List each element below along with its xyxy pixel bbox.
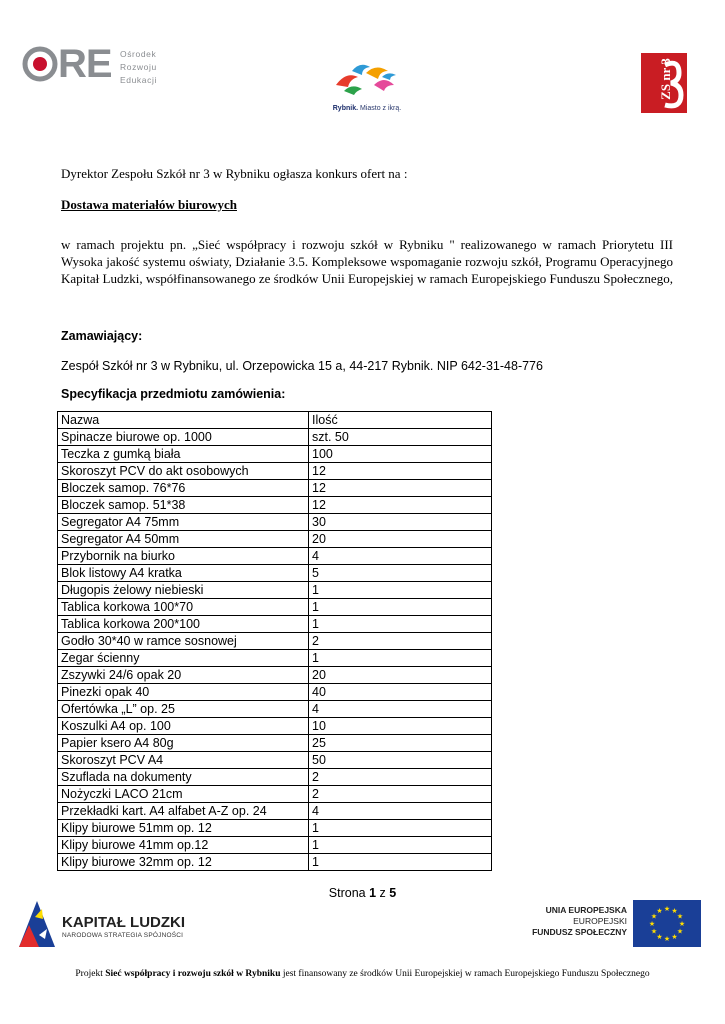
kapital-ludzki-logo <box>15 897 215 952</box>
item-name-cell: Zszywki 24/6 opak 20 <box>58 667 309 684</box>
subject-title: Dostawa materiałów biurowych <box>61 197 237 212</box>
footer-suffix: jest finansowany ze środków Unii Europejskiej w ramach Europejskiego Funduszu Społecznego <box>280 969 650 979</box>
item-name-cell: Przekładki kart. A4 alfabet A-Z op. 24 <box>58 803 309 820</box>
item-quantity-cell: 25 <box>309 735 492 752</box>
item-name-cell: Godło 30*40 w ramce sosnowej <box>58 633 309 650</box>
item-quantity-cell: 2 <box>309 786 492 803</box>
table-row <box>58 633 492 650</box>
item-name-cell: Szuflada na dokumenty <box>58 769 309 786</box>
table-row <box>58 480 492 497</box>
item-quantity-cell: 10 <box>309 718 492 735</box>
item-quantity-cell: 12 <box>309 463 492 480</box>
zs3-number-icon <box>641 53 687 113</box>
table-row <box>58 803 492 820</box>
table-row <box>58 735 492 752</box>
spec-heading: Specyfikacja przedmiotu zamówienia: <box>61 387 286 401</box>
item-name-cell: Tablica korkowa 100*70 <box>58 599 309 616</box>
ordering-text: Zespół Szkół nr 3 w Rybniku, ul. Orzepowicka 15 a, 44-217 Rybnik. NIP 642-31-48-776 <box>61 359 543 373</box>
ore-line-1: Ośrodek <box>120 49 157 59</box>
ore-letters: RE <box>58 42 112 86</box>
item-name-cell: Klipy biurowe 51mm op. 12 <box>58 820 309 837</box>
eu-stars <box>633 900 701 947</box>
table-row <box>58 769 492 786</box>
spec-table-body <box>58 412 492 871</box>
item-name-cell: Teczka z gumką biała <box>58 446 309 463</box>
item-quantity-cell: 1 <box>309 650 492 667</box>
footer-text <box>0 969 725 979</box>
item-name-cell: Segregator A4 50mm <box>58 531 309 548</box>
item-quantity-cell: 1 <box>309 582 492 599</box>
table-row <box>58 854 492 871</box>
kapital-ludzki-icon <box>15 897 59 952</box>
zs3-label: ZS nr 3 <box>657 58 673 100</box>
item-name-cell: Długopis żelowy niebieski <box>58 582 309 599</box>
zs3-logo <box>641 53 687 113</box>
page-current: 1 <box>369 886 377 900</box>
item-quantity-cell: 40 <box>309 684 492 701</box>
ore-line-3: Edukacji <box>120 75 157 85</box>
header-quantity: Ilość <box>309 412 492 429</box>
header-name: Nazwa <box>58 412 309 429</box>
item-quantity-cell: 20 <box>309 531 492 548</box>
table-row <box>58 667 492 684</box>
eu-star-icon: ★ <box>671 932 678 941</box>
item-quantity-cell: 1 <box>309 820 492 837</box>
table-row <box>58 599 492 616</box>
item-quantity-cell: 50 <box>309 752 492 769</box>
item-name-cell: Nożyczki LACO 21cm <box>58 786 309 803</box>
rybnik-fish-icon <box>322 55 412 103</box>
rybnik-slogan: Miasto z ikrą. <box>360 105 402 112</box>
table-row <box>58 718 492 735</box>
eu-line-3: FUNDUSZ SPOŁECZNY <box>532 927 627 937</box>
table-row <box>58 650 492 667</box>
item-name-cell: Spinacze biurowe op. 1000 <box>58 429 309 446</box>
item-quantity-cell: 1 <box>309 599 492 616</box>
eu-flag-icon <box>633 900 701 947</box>
item-name-cell: Papier ksero A4 80g <box>58 735 309 752</box>
eu-star-icon: ★ <box>650 912 658 921</box>
table-row <box>58 820 492 837</box>
item-quantity-cell: 4 <box>309 701 492 718</box>
item-quantity-cell: 4 <box>309 803 492 820</box>
item-quantity-cell: 5 <box>309 565 492 582</box>
eu-line-2: EUROPEJSKI <box>573 916 627 926</box>
item-name-cell: Skoroszyt PCV do akt osobowych <box>58 463 309 480</box>
item-quantity-cell: 4 <box>309 548 492 565</box>
ore-line-2: Rozwoju <box>120 62 157 72</box>
item-quantity-cell: 100 <box>309 446 492 463</box>
item-quantity-cell: 1 <box>309 837 492 854</box>
table-row <box>58 786 492 803</box>
item-quantity-cell: 30 <box>309 514 492 531</box>
page-middle: z <box>376 886 390 900</box>
item-quantity-cell: szt. 50 <box>309 429 492 446</box>
table-row <box>58 548 492 565</box>
table-row <box>58 616 492 633</box>
page-total: 5 <box>389 886 397 900</box>
ore-logo <box>22 44 172 96</box>
kapital-ludzki-title: KAPITAŁ LUDZKI <box>62 914 186 931</box>
eu-star-icon: ★ <box>650 927 658 936</box>
item-name-cell: Przybornik na biurko <box>58 548 309 565</box>
eu-star-icon: ★ <box>656 932 663 941</box>
table-row <box>58 514 492 531</box>
item-name-cell: Zegar ścienny <box>58 650 309 667</box>
item-name-cell: Tablica korkowa 200*100 <box>58 616 309 633</box>
item-quantity-cell: 2 <box>309 633 492 650</box>
eu-star-icon: ★ <box>656 907 663 916</box>
item-name-cell: Pinezki opak 40 <box>58 684 309 701</box>
spec-table <box>57 411 492 871</box>
item-quantity-cell: 2 <box>309 769 492 786</box>
eu-line-1: UNIA EUROPEJSKA <box>545 905 627 915</box>
ore-circle-icon <box>22 46 58 82</box>
item-name-cell: Ofertówka „L” op. 25 <box>58 701 309 718</box>
kapital-ludzki-subtitle: NARODOWA STRATEGIA SPÓJNOŚCI <box>62 932 184 939</box>
item-name-cell: Koszulki A4 op. 100 <box>58 718 309 735</box>
item-quantity-cell: 12 <box>309 480 492 497</box>
eu-star-icon: ★ <box>648 920 656 928</box>
table-row <box>58 446 492 463</box>
footer-project-name: Sieć współpracy i rozwoju szkół w Rybniku <box>105 969 281 979</box>
item-name-cell: Klipy biurowe 32mm op. 12 <box>58 854 309 871</box>
eu-star-icon: ★ <box>676 927 684 936</box>
table-header-row <box>58 412 492 429</box>
item-quantity-cell: 1 <box>309 616 492 633</box>
item-quantity-cell: 12 <box>309 497 492 514</box>
table-row <box>58 684 492 701</box>
rybnik-caption <box>322 105 412 112</box>
eu-star-icon: ★ <box>663 905 671 913</box>
item-name-cell: Bloczek samop. 51*38 <box>58 497 309 514</box>
table-row <box>58 429 492 446</box>
rybnik-logo <box>322 55 412 120</box>
item-name-cell: Bloczek samop. 76*76 <box>58 480 309 497</box>
project-paragraph: w ramach projektu pn. „Sieć współpracy i rozwoju szkół w Rybniku " realizowanego w ramach Priorytetu III Wysoka jakość systemu oświaty, Działanie 3.5. Kompleksowe wspomaganie rozwoju szkół, Programu Operacyjnego Kapitał Ludzki, współfinansowanego ze środków Unii Europejskiej w ramach Europejskiego Funduszu Społecznego, <box>61 237 673 286</box>
item-quantity-cell: 20 <box>309 667 492 684</box>
ore-subtitle <box>120 48 157 87</box>
item-name-cell: Segregator A4 75mm <box>58 514 309 531</box>
table-row <box>58 565 492 582</box>
table-row <box>58 582 492 599</box>
item-quantity-cell: 1 <box>309 854 492 871</box>
table-row <box>58 701 492 718</box>
ordering-heading: Zamawiający: <box>61 329 143 343</box>
eu-star-icon: ★ <box>678 920 686 928</box>
eu-star-icon: ★ <box>671 907 678 916</box>
table-row <box>58 752 492 769</box>
rybnik-brand: Rybnik. <box>332 105 359 112</box>
eu-star-icon: ★ <box>676 912 684 921</box>
table-row <box>58 497 492 514</box>
intro-text: Dyrektor Zespołu Szkół nr 3 w Rybniku ogłasza konkurs ofert na : <box>61 166 408 181</box>
item-name-cell: Skoroszyt PCV A4 <box>58 752 309 769</box>
table-row <box>58 463 492 480</box>
item-name-cell: Klipy biurowe 41mm op.12 <box>58 837 309 854</box>
table-row <box>58 837 492 854</box>
footer-prefix: Projekt <box>75 969 106 979</box>
eu-text <box>520 905 627 938</box>
item-name-cell: Blok listowy A4 kratka <box>58 565 309 582</box>
table-row <box>58 531 492 548</box>
eu-star-icon: ★ <box>663 935 671 943</box>
page-prefix: Strona <box>328 886 370 900</box>
